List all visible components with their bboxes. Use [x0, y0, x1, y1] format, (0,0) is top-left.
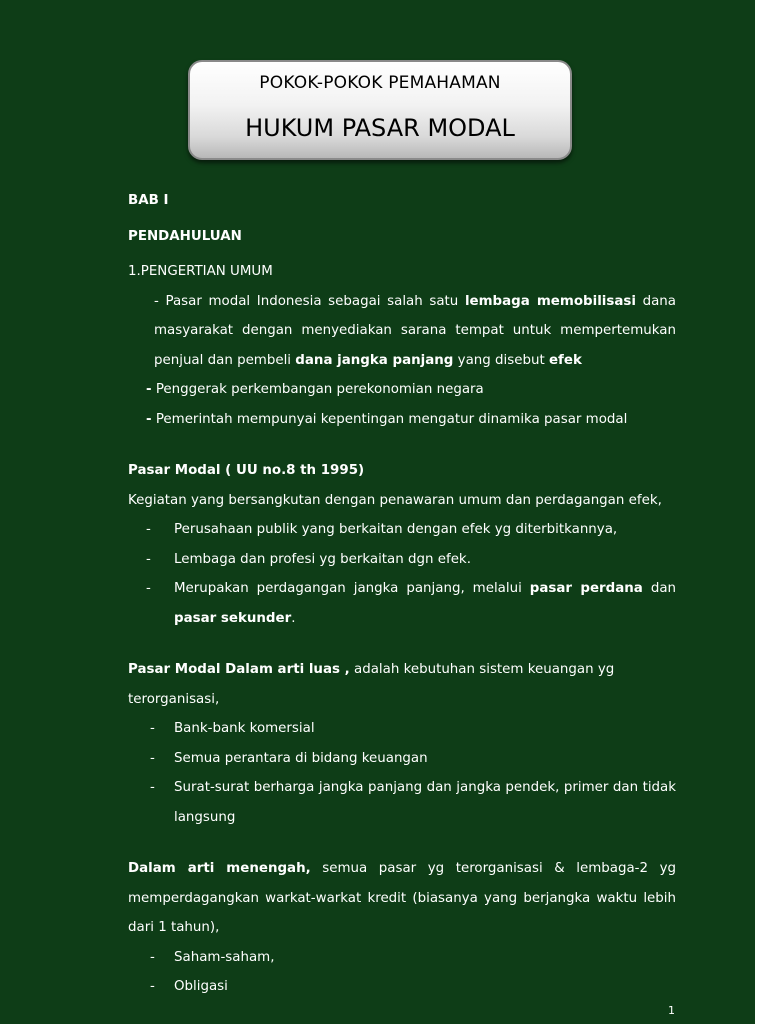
- dash-bullet: -: [146, 581, 151, 596]
- list-item-text: Semua perantara di bidang keuangan: [174, 750, 428, 766]
- list-item: [128, 773, 676, 832]
- dash-bullet: -: [146, 551, 151, 567]
- text: - Pasar modal Indonesia sebagai salah satu: [154, 293, 465, 309]
- chapter-title: PENDAHULUAN: [128, 228, 242, 244]
- document-body: [128, 186, 676, 1002]
- bold-text: Pasar Modal Dalam arti luas ,: [128, 662, 350, 677]
- chapter-label: BAB I: [128, 193, 169, 208]
- list-item: [128, 943, 676, 973]
- title-heading: HUKUM PASAR MODAL: [245, 114, 515, 142]
- bold-text: dana jangka panjang: [295, 352, 454, 368]
- page-number: 1: [668, 1004, 675, 1017]
- list-item-text: Obligasi: [174, 979, 228, 994]
- list-item-text: Perusahaan publik yang berkaitan dengan efek yg diterbitkannya,: [174, 522, 618, 537]
- pasar-modal-intro: Kegiatan yang bersangkutan dengan penawaran umum dan perdagangan efek,: [128, 492, 662, 508]
- section-heading-pengertian-umum: 1.PENGERTIAN UMUM: [128, 264, 273, 279]
- paragraph-pasar-modal-indonesia: [128, 287, 676, 376]
- text: Merupakan perdagangan jangka panjang, melalui: [174, 581, 530, 596]
- title-box: [188, 60, 572, 160]
- list-item: [128, 574, 676, 633]
- list-item-text: Lembaga dan profesi yg berkaitan dgn efek.: [174, 551, 471, 567]
- section-arti-menengah: [128, 854, 676, 943]
- list-item-text: Surat-surat berharga jangka panjang dan jangka pendek, primer dan tidak langsung: [174, 780, 676, 825]
- list-item: [128, 515, 676, 545]
- section-heading-pasar-modal: Pasar Modal ( UU no.8 th 1995): [128, 463, 365, 478]
- dash-bullet: -: [150, 750, 155, 766]
- dash-bullet: -: [146, 382, 152, 397]
- page-edge: [755, 0, 768, 1024]
- bold-text: efek: [548, 352, 582, 368]
- list-item: [128, 744, 676, 774]
- bold-text: Dalam arti menengah,: [128, 861, 311, 876]
- dash-bullet: -: [150, 780, 155, 795]
- text: yang disebut: [453, 352, 549, 368]
- text: Penggerak perkembangan perekonomian negara: [151, 382, 484, 397]
- list-item: [128, 714, 676, 744]
- text: .: [291, 610, 296, 626]
- dash-bullet: -: [150, 979, 155, 994]
- text: Pemerintah mempunyai kepentingan mengatur dinamika pasar modal: [151, 411, 628, 427]
- bold-text: lembaga memobilisasi: [464, 293, 636, 309]
- text: dana masyarakat dengan menyediakan sarana tempat untuk mempertemukan penjual dan pembeli: [154, 293, 677, 368]
- dash-bullet: -: [146, 411, 152, 427]
- bold-text: pasar sekunder: [174, 610, 292, 626]
- list-item: [128, 972, 676, 1002]
- text: semua pasar yg terorganisasi & lembaga-2 yg memperdagangkan warkat-warkat kredit (biasanya yang berjangka waktu lebih dari 1 tahun),: [128, 861, 676, 935]
- dash-bullet: -: [150, 949, 155, 965]
- section-arti-luas: [128, 655, 676, 714]
- list-item: [128, 545, 676, 575]
- list-item-penggerak: [128, 375, 676, 405]
- text: dan: [642, 581, 677, 596]
- bold-text: pasar perdana: [529, 581, 643, 596]
- list-item-text: Bank-bank komersial: [174, 721, 315, 736]
- dash-bullet: -: [146, 522, 151, 537]
- list-item-pemerintah: [128, 405, 676, 435]
- list-item-text: Saham-saham,: [174, 949, 275, 965]
- dash-bullet: -: [150, 721, 155, 736]
- text: adalah kebutuhan sistem keuangan yg terorganisasi,: [128, 662, 615, 707]
- title-subheading: POKOK-POKOK PEMAHAMAN: [259, 73, 501, 93]
